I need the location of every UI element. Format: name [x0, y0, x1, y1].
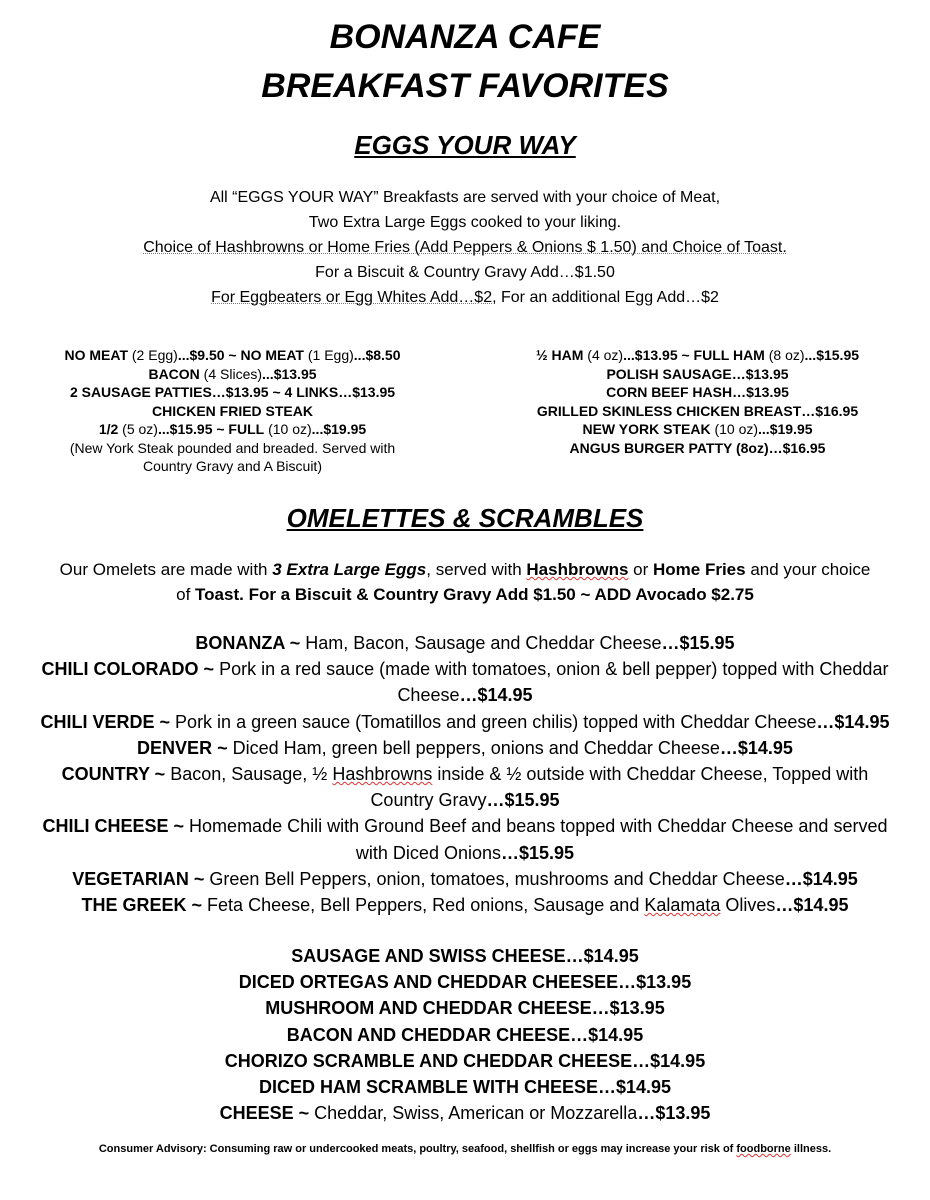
menu-line [0, 235, 930, 260]
menu-line [465, 402, 930, 421]
meat-options-left [0, 346, 465, 476]
text-segment: (10 oz) [264, 421, 312, 437]
menu-line [465, 346, 930, 365]
text-segment: 2 SAUSAGE PATTIES…$13.95 ~ 4 LINKS…$13.95 [69, 384, 396, 400]
text-segment: ½ HAM [535, 347, 584, 363]
text-segment: CHILI CHEESE ~ [42, 816, 185, 837]
menu-line [0, 365, 465, 384]
text-segment: CHICKEN FRIED STEAK [151, 402, 313, 419]
text-segment: ...$19.95 [758, 421, 813, 437]
menu-line [465, 420, 930, 439]
text-segment: For a Biscuit & Country Gravy Add…$1.50 [315, 264, 615, 281]
menu-line [0, 582, 930, 607]
menu-line [0, 285, 930, 310]
text-segment: For Eggbeaters or Egg Whites Add…$2, [211, 289, 497, 306]
text-segment: CHEESE ~ [219, 1103, 310, 1124]
menu-line [15, 761, 915, 787]
text-segment: …$14.95 [459, 685, 533, 706]
meat-options-right [465, 346, 930, 457]
text-segment: …$15.95 [486, 790, 560, 811]
text-segment: For an additional Egg Add…$2 [496, 289, 719, 306]
menu-line [0, 402, 465, 421]
text-segment: Hashbrowns [526, 560, 629, 579]
text-segment: ...$9.50 ~ NO MEAT [177, 347, 304, 363]
menu-line [15, 656, 915, 682]
text-segment: Home Fries [653, 560, 746, 579]
text-segment: DICED ORTEGAS AND CHEDDAR CHEESEE…$13.95 [238, 972, 692, 993]
text-segment: Diced Ham, green bell peppers, onions and Cheddar Cheese [227, 737, 720, 758]
text-segment: Cheddar, Swiss, American or Mozzarella [309, 1103, 638, 1124]
menu-line [15, 735, 915, 761]
text-segment: and your choice [745, 560, 871, 579]
text-segment: Bacon, Sausage, ½ [165, 764, 333, 785]
menu-line [465, 365, 930, 384]
text-segment: MUSHROOM AND CHEDDAR CHEESE…$13.95 [265, 998, 665, 1019]
text-segment: …$14.95 [784, 868, 858, 889]
menu-line [15, 787, 915, 813]
menu-line [0, 1074, 930, 1100]
text-segment: inside & ½ outside with Cheddar Cheese, Topped with [432, 764, 869, 785]
consumer-advisory [0, 1143, 930, 1155]
text-segment: DICED HAM SCRAMBLE WITH CHEESE…$14.95 [258, 1077, 672, 1098]
text-segment: DENVER ~ [137, 737, 228, 758]
menu-title: BREAKFAST FAVORITES [261, 67, 669, 105]
text-segment: Ham, Bacon, Sausage and Cheddar Cheese [300, 633, 662, 653]
text-segment: CHILI VERDE ~ [40, 711, 171, 732]
menu-line [0, 210, 930, 235]
text-segment: (2 Egg) [128, 347, 178, 363]
text-segment: ANGUS BURGER PATTY (8oz)…$16.95 [569, 439, 826, 456]
menu-line [0, 995, 930, 1021]
omelettes-intro [0, 557, 930, 607]
text-segment: (New York Steak pounded and breaded. Served with [69, 439, 396, 456]
text-segment: CORN BEEF HASH…$13.95 [606, 384, 789, 400]
text-segment: ...$13.95 ~ FULL HAM [623, 347, 765, 363]
text-segment: BACON [148, 365, 200, 382]
text-segment: CHORIZO SCRAMBLE AND CHEDDAR CHEESE…$14.95 [224, 1050, 706, 1071]
menu-line [15, 866, 915, 892]
menu-line [0, 1048, 930, 1074]
text-segment: , served with [426, 560, 527, 579]
text-segment: NO MEAT [64, 347, 128, 363]
menu-line [0, 1022, 930, 1048]
menu-line [0, 346, 465, 365]
text-segment: …$14.95 [816, 711, 890, 732]
text-segment: ...$19.95 [311, 421, 367, 437]
text-segment: GRILLED SKINLESS CHICKEN BREAST…$16.95 [536, 402, 859, 419]
text-segment: of [176, 585, 196, 604]
text-segment: Pork in a red sauce (made with tomatoes, onion & bell pepper) topped with Cheddar [214, 659, 889, 680]
omelettes-list [15, 630, 915, 918]
menu-line [15, 892, 915, 918]
menu-line [15, 682, 915, 708]
menu-line [15, 709, 915, 735]
text-segment: 3 Extra Large Eggs [272, 560, 427, 579]
text-segment: ...$15.95 ~ FULL [157, 421, 265, 437]
text-segment: POLISH SAUSAGE…$13.95 [606, 365, 789, 382]
text-segment: (4 Slices) [199, 365, 263, 382]
menu-line [0, 1100, 930, 1126]
text-segment: THE GREEK ~ [81, 895, 203, 916]
text-segment: Toast. For a Biscuit & Country Gravy Add $1.50 ~ ADD Avocado $2.75 [195, 585, 754, 604]
text-segment: …$14.95 [775, 895, 849, 916]
text-segment: Two Extra Large Eggs cooked to your liking. [308, 214, 622, 231]
text-segment: foodborne [736, 1143, 791, 1155]
text-segment: illness. [790, 1143, 832, 1155]
text-segment: …$15.95 [501, 842, 575, 863]
text-segment: (4 oz) [583, 347, 624, 363]
menu-line [0, 557, 930, 582]
text-segment: or [628, 560, 653, 579]
text-segment: NEW YORK STEAK [582, 421, 711, 437]
menu-line [0, 420, 465, 439]
omelettes-heading: OMELETTES & SCRAMBLES [286, 503, 644, 533]
text-segment: (5 oz) [118, 421, 158, 437]
text-segment: (1 Egg) [303, 347, 354, 363]
text-segment: SAUSAGE AND SWISS CHEESE…$14.95 [291, 946, 639, 966]
text-segment: …$14.95 [719, 737, 793, 758]
menu-line [15, 630, 915, 656]
text-segment: Country Gravy and A Biscuit) [143, 458, 322, 474]
menu-line [15, 813, 915, 839]
menu-line [0, 457, 465, 476]
menu-line [465, 439, 930, 458]
text-segment: COUNTRY ~ [61, 764, 166, 785]
text-segment: Consumer Advisory: Consuming raw or undercooked meats, poultry, seafood, shellfish or eggs may increase your risk of [98, 1143, 737, 1155]
text-segment: 1/2 [98, 421, 119, 437]
text-segment: Kalamata [644, 895, 721, 916]
scrambles-list [0, 943, 930, 1126]
restaurant-name: BONANZA CAFE [329, 18, 601, 56]
menu-line [0, 969, 930, 995]
eggs-intro [0, 185, 930, 310]
text-segment: …$15.95 [661, 633, 735, 653]
text-segment: BONANZA ~ [195, 633, 301, 653]
menu-line [0, 1143, 930, 1155]
text-segment: ...$15.95 [804, 347, 860, 363]
text-segment: ...$13.95 [262, 365, 317, 382]
text-segment: ...$8.50 [353, 347, 401, 363]
menu-line [0, 185, 930, 210]
text-segment: Choice of Hashbrowns or Home Fries (Add Peppers & Onions $ 1.50) and Choice of Toast. [143, 239, 787, 256]
text-segment: Pork in a green sauce (Tomatillos and green chilis) topped with Cheddar Cheese [170, 711, 817, 732]
menu-line [0, 943, 930, 969]
text-segment: CHILI COLORADO ~ [41, 659, 215, 680]
text-segment: (10 oz) [710, 421, 759, 437]
text-segment: (8 oz) [764, 347, 805, 363]
text-segment: Hashbrowns [332, 764, 433, 785]
text-segment: Feta Cheese, Bell Peppers, Red onions, Sausage and [202, 895, 645, 916]
menu-line [465, 383, 930, 402]
menu-line [0, 383, 465, 402]
text-segment: Green Bell Peppers, onion, tomatoes, mushrooms and Cheddar Cheese [204, 868, 785, 889]
eggs-your-way-heading: EGGS YOUR WAY [354, 130, 576, 160]
text-segment: Olives [720, 895, 776, 916]
text-segment: …$13.95 [637, 1103, 711, 1124]
text-segment: with Diced Onions [355, 842, 501, 863]
menu-line [0, 439, 465, 458]
text-segment: Homemade Chili with Ground Beef and beans topped with Cheddar Cheese and served [184, 816, 888, 837]
text-segment: VEGETARIAN ~ [72, 868, 205, 889]
text-segment: Our Omelets are made with [59, 560, 273, 579]
text-segment: BACON AND CHEDDAR CHEESE…$14.95 [286, 1024, 644, 1045]
text-segment: All “EGGS YOUR WAY” Breakfasts are served with your choice of Meat, [209, 189, 721, 206]
text-segment: Country Gravy [370, 790, 487, 811]
menu-line [0, 260, 930, 285]
menu-line [15, 840, 915, 866]
text-segment: Cheese [397, 685, 460, 706]
